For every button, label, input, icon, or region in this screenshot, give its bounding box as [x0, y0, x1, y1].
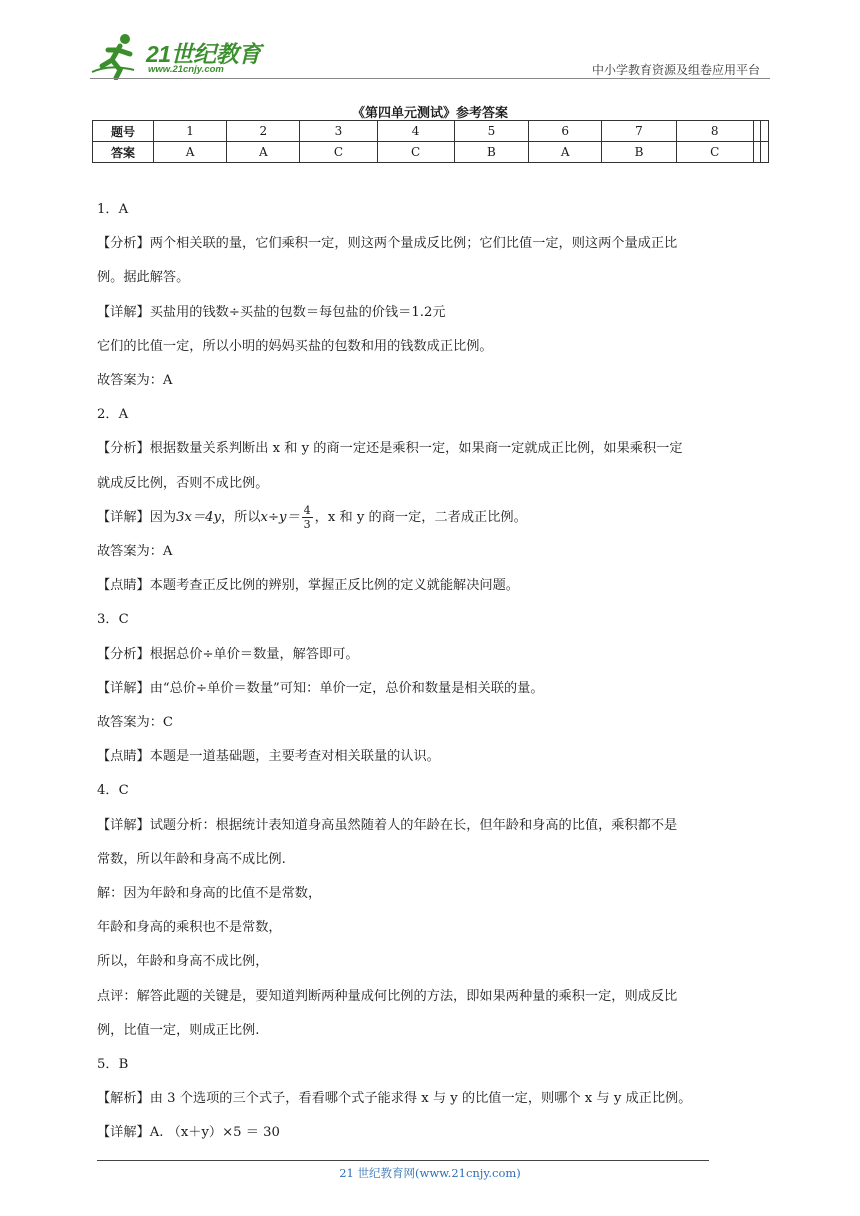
- runner-logo-icon: [90, 30, 150, 80]
- answer-explanations: [97, 193, 777, 1151]
- table-cell: B: [454, 142, 528, 163]
- answer-table: [92, 120, 769, 163]
- table-cell: [753, 121, 761, 142]
- table-cell: A: [227, 142, 300, 163]
- table-cell: 5: [454, 121, 528, 142]
- q5-detail: 【详解】A. （x＋y）×5 ＝ 30: [97, 1125, 280, 1141]
- q2-detail-mid: ，所以: [220, 509, 261, 525]
- footer-link[interactable]: 21 世纪教育网(www.21cnjy.com): [339, 1166, 521, 1180]
- table-cell: C: [300, 142, 377, 163]
- table-cell: 4: [377, 121, 454, 142]
- q4-detail-cont: 常数，所以年龄和身高不成比例.: [97, 851, 286, 867]
- q1-heading: 1．A: [97, 202, 129, 217]
- q2-detail: [97, 501, 777, 535]
- platform-name: 中小学教育资源及组卷应用平台: [591, 63, 760, 77]
- q4-heading: 4．C: [97, 783, 129, 799]
- logo-url: www.21cnjy.com: [148, 64, 224, 75]
- answer-row: [93, 142, 769, 163]
- q3-comment: 【点睛】本题是一道基础题，主要考查对相关联量的认识。: [97, 749, 440, 765]
- fraction-denominator: 3: [303, 517, 311, 531]
- q3-heading: 3．C: [97, 612, 129, 628]
- q4-detail: 【详解】试题分析：根据统计表知道身高虽然随着人的年龄在长，但年龄和身高的比值，乘积都不是: [97, 817, 678, 833]
- q4-solution-1: 解：因为年龄和身高的比值不是常数，: [97, 886, 322, 902]
- table-cell: [761, 121, 769, 142]
- q2-analysis: 【分析】根据数量关系判断出 x 和 y 的商一定还是乘积一定，如果商一定就成正比例，如果乘积一定: [97, 441, 683, 457]
- table-cell: 8: [676, 121, 753, 142]
- q2-answer: 故答案为：A: [97, 544, 173, 560]
- footer-divider: [97, 1160, 709, 1161]
- table-cell: A: [154, 142, 227, 163]
- q1-analysis: 【分析】两个相关联的量，它们乘积一定，则这两个量成反比例；它们比值一定，则这两个量成正比: [97, 236, 678, 252]
- q2-analysis-cont: 就成反比例，否则不成比例。: [97, 475, 269, 491]
- table-cell: 2: [227, 121, 300, 142]
- q1-analysis-cont: 例。据此解答。: [97, 270, 190, 286]
- page-header: [90, 30, 770, 82]
- q4-solution-2: 年龄和身高的乘积也不是常数，: [97, 920, 282, 936]
- document-title: 《第四单元测试》参考答案: [351, 106, 508, 121]
- q4-review: 点评：解答此题的关键是，要知道判断两种量成何比例的方法，即如果两种量的乘积一定，则成反比: [97, 988, 678, 1004]
- question-number-row: [93, 121, 769, 142]
- table-cell: 1: [154, 121, 227, 142]
- fraction: [302, 504, 313, 531]
- fraction-numerator: 4: [303, 503, 311, 517]
- q2-heading: 2．A: [97, 407, 129, 423]
- table-cell: [761, 142, 769, 163]
- table-cell: 3: [300, 121, 377, 142]
- header-divider: [90, 78, 770, 79]
- row-label: 题号: [93, 121, 154, 142]
- logo-text: 21世纪教育: [146, 41, 261, 67]
- logo: [90, 30, 265, 80]
- q1-detail: 【详解】买盐用的钱数÷买盐的包数＝每包盐的价钱＝1.2元: [97, 304, 446, 320]
- q3-detail: 【详解】由“总价÷单价＝数量”可知：单价一定，总价和数量是相关联的量。: [97, 680, 544, 696]
- table-cell: 7: [602, 121, 676, 142]
- q1-answer: 故答案为：A: [97, 373, 173, 389]
- q1-detail-cont: 它们的比值一定，所以小明的妈妈买盐的包数和用的钱数成正比例。: [97, 338, 493, 354]
- q4-solution-3: 所以，年龄和身高不成比例，: [97, 954, 269, 970]
- q2-detail-prefix: 【详解】因为: [97, 509, 177, 525]
- row-label: 答案: [93, 142, 154, 163]
- table-cell: [753, 142, 761, 163]
- table-cell: C: [377, 142, 454, 163]
- q5-heading: 5．B: [97, 1057, 129, 1073]
- q2-comment: 【点睛】本题考查正反比例的辨别，掌握正反比例的定义就能解决问题。: [97, 578, 519, 594]
- q2-equation-2: x÷y＝: [260, 509, 300, 525]
- table-cell: B: [602, 142, 676, 163]
- table-cell: C: [676, 142, 753, 163]
- q3-analysis: 【分析】根据总价÷单价＝数量，解答即可。: [97, 646, 359, 662]
- table-cell: A: [529, 142, 602, 163]
- q2-detail-suffix: ，x 和 y 的商一定，二者成正比例。: [314, 509, 527, 525]
- q5-analysis: 【解析】由 3 个选项的三个式子，看看哪个式子能求得 x 与 y 的比值一定，则哪个 x 与 y 成正比例。: [97, 1091, 692, 1107]
- q4-review-cont: 例，比值一定，则成正比例.: [97, 1022, 260, 1038]
- q2-equation-1: 3x＝4y: [176, 509, 221, 525]
- table-cell: 6: [529, 121, 602, 142]
- q3-answer: 故答案为：C: [97, 715, 174, 731]
